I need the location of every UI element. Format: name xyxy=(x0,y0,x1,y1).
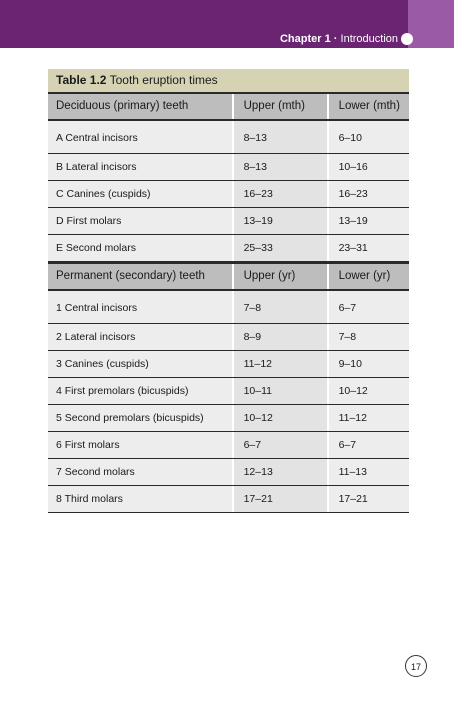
upper-cell: 25–33 xyxy=(232,235,327,261)
lower-cell: 6–7 xyxy=(327,432,409,458)
header-tab xyxy=(408,0,454,48)
tooth-name-cell: 8 Third molars xyxy=(48,486,232,512)
upper-cell: 7–8 xyxy=(232,291,327,323)
lower-cell: 11–13 xyxy=(327,459,409,485)
table-row xyxy=(48,432,409,459)
column-header: Deciduous (primary) teeth xyxy=(48,94,232,119)
table-row xyxy=(48,324,409,351)
tooth-name-cell: D First molars xyxy=(48,208,232,234)
tooth-name-cell: 7 Second molars xyxy=(48,459,232,485)
upper-cell: 8–13 xyxy=(232,154,327,180)
upper-cell: 13–19 xyxy=(232,208,327,234)
permanent-rows xyxy=(48,291,409,513)
lower-cell: 9–10 xyxy=(327,351,409,377)
column-header: Permanent (secondary) teeth xyxy=(48,264,232,289)
upper-cell: 12–13 xyxy=(232,459,327,485)
column-header: Lower (yr) xyxy=(327,264,409,289)
chapter-label: Chapter 1 xyxy=(279,33,331,45)
deciduous-header-row xyxy=(48,92,409,121)
lower-cell: 13–19 xyxy=(327,208,409,234)
lower-cell: 23–31 xyxy=(327,235,409,261)
table-row xyxy=(48,405,409,432)
running-header xyxy=(280,32,398,46)
tooth-name-cell: 5 Second premolars (bicuspids) xyxy=(48,405,232,431)
upper-cell: 11–12 xyxy=(232,351,327,377)
table-row xyxy=(48,291,409,324)
deciduous-rows xyxy=(48,121,409,262)
lower-cell: 10–16 xyxy=(327,154,409,180)
lower-cell: 6–10 xyxy=(327,121,409,153)
upper-cell: 10–12 xyxy=(232,405,327,431)
upper-cell: 6–7 xyxy=(232,432,327,458)
permanent-header-row xyxy=(48,262,409,291)
column-header: Upper (yr) xyxy=(232,264,327,289)
tooth-name-cell: 4 First premolars (bicuspids) xyxy=(48,378,232,404)
table-title: Tooth eruption times xyxy=(109,73,218,87)
lower-cell: 6–7 xyxy=(327,291,409,323)
table-row xyxy=(48,486,409,513)
tooth-name-cell: 2 Lateral incisors xyxy=(48,324,232,350)
upper-cell: 16–23 xyxy=(232,181,327,207)
tooth-eruption-table xyxy=(48,69,409,513)
tooth-name-cell: 6 First molars xyxy=(48,432,232,458)
upper-cell: 17–21 xyxy=(232,486,327,512)
tooth-name-cell: 3 Canines (cuspids) xyxy=(48,351,232,377)
tooth-name-cell: C Canines (cuspids) xyxy=(48,181,232,207)
table-row xyxy=(48,154,409,181)
upper-cell: 8–9 xyxy=(232,324,327,350)
lower-cell: 16–23 xyxy=(327,181,409,207)
table-row xyxy=(48,121,409,154)
table-row xyxy=(48,459,409,486)
tooth-name-cell: E Second molars xyxy=(48,235,232,261)
lower-cell: 11–12 xyxy=(327,405,409,431)
column-header: Lower (mth) xyxy=(327,94,409,119)
tooth-name-cell: 1 Central incisors xyxy=(48,291,232,323)
header-separator: · xyxy=(333,33,338,45)
lower-cell: 10–12 xyxy=(327,378,409,404)
table-row xyxy=(48,351,409,378)
table-row xyxy=(48,235,409,262)
tooth-name-cell: B Lateral incisors xyxy=(48,154,232,180)
table-row xyxy=(48,181,409,208)
table-row xyxy=(48,378,409,405)
section-label: Introduction xyxy=(340,33,398,45)
lower-cell: 7–8 xyxy=(327,324,409,350)
lower-cell: 17–21 xyxy=(327,486,409,512)
table-number: Table 1.2 xyxy=(56,73,107,87)
table-caption xyxy=(48,69,409,92)
upper-cell: 8–13 xyxy=(232,121,327,153)
column-header: Upper (mth) xyxy=(232,94,327,119)
tooth-name-cell: A Central incisors xyxy=(48,121,232,153)
table-row xyxy=(48,208,409,235)
header-dot-icon xyxy=(401,33,413,45)
page-number: 17 xyxy=(405,655,427,677)
upper-cell: 10–11 xyxy=(232,378,327,404)
